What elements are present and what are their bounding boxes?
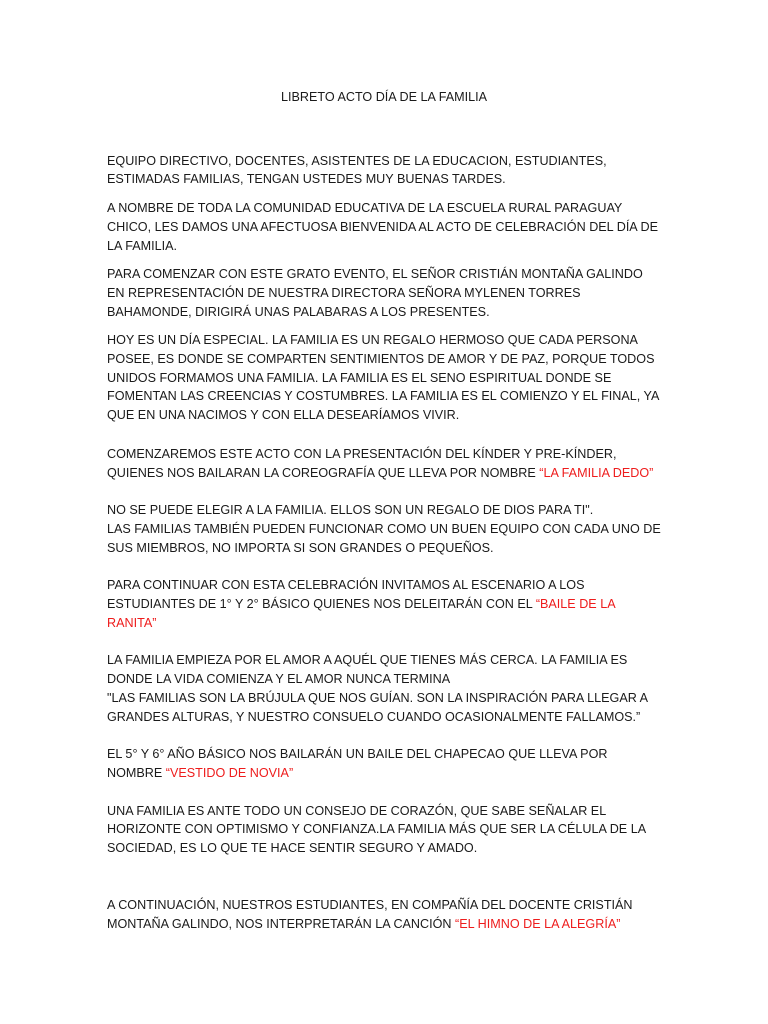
- paragraph-basic-dance: [107, 576, 663, 632]
- paragraph-family-heart: [107, 802, 663, 858]
- paragraph-welcome: [107, 199, 663, 255]
- paragraph-family-love: [107, 651, 663, 726]
- performance-title-highlight: “EL HIMNO DE LA ALEGRÍA”: [455, 916, 621, 931]
- paragraph-text: COMENZAREMOS ESTE ACTO CON LA PRESENTACIÓN DEL KÍNDER Y PRE-KÍNDER, QUIENES NOS BAILARAN LA COREOGRAFÍA QUE LLEVA POR NOMBRE: [107, 446, 617, 480]
- paragraph-line: "LAS FAMILIAS SON LA BRÚJULA QUE NOS GUÍAN. SON LA INSPIRACIÓN PARA LLEGAR A GRANDES ALTURAS, Y NUESTRO CONSUELO CUANDO OCASIONALMENTE FALLAMOS.”: [107, 690, 648, 724]
- paragraph-text: UNA FAMILIA ES ANTE TODO UN CONSEJO DE CORAZÓN, QUE SABE SEÑALAR EL HORIZONTE CON OPTIMISMO Y CONFIANZA.LA FAMILIA MÁS QUE SER LA CÉLULA DE LA SOCIEDAD, ES LO QUE TE HACE SENTIR SEGURO Y AMADO.: [107, 803, 646, 856]
- paragraph-text: EQUIPO DIRECTIVO, DOCENTES, ASISTENTES DE LA EDUCACION, ESTUDIANTES, ESTIMADAS FAMILIAS, TENGAN USTEDES MUY BUENAS TARDES.: [107, 153, 607, 187]
- performance-title-highlight: “BAILE DE LA RANITA”: [107, 597, 615, 630]
- paragraph-line: LAS FAMILIAS TAMBIÉN PUEDEN FUNCIONAR COMO UN BUEN EQUIPO CON CADA UNO DE SUS MIEMBROS, NO IMPORTA SI SON GRANDES O PEQUEÑOS.: [107, 521, 661, 555]
- paragraph-family-reflection: [107, 331, 663, 425]
- performance-title-highlight: “VESTIDO DE NOVIA”: [165, 765, 294, 780]
- paragraph-line: NO SE PUEDE ELEGIR A LA FAMILIA. ELLOS SON UN REGALO DE DIOS PARA TI".: [107, 503, 594, 518]
- paragraph-line: LA FAMILIA EMPIEZA POR EL AMOR A AQUÉL QUE TIENES MÁS CERCA. LA FAMILIA ES DONDE LA VIDA COMIENZA Y EL AMOR NUNCA TERMINA: [107, 653, 628, 687]
- performance-title-highlight: “LA FAMILIA DEDO”: [539, 465, 654, 480]
- paragraph-text: A NOMBRE DE TODA LA COMUNIDAD EDUCATIVA DE LA ESCUELA RURAL PARAGUAY CHICO, LES DAMOS UNA AFECTUOSA BIENVENIDA AL ACTO DE CELEBRACIÓN DEL DÍA DE LA FAMILIA.: [107, 201, 659, 253]
- paragraph-chapecao-dance: [107, 745, 663, 782]
- paragraph-family-gift: [107, 501, 663, 557]
- paragraph-greeting: [107, 152, 663, 189]
- document-page: [107, 88, 663, 933]
- paragraph-opening: [107, 265, 663, 321]
- paragraph-text: EL 5° Y 6° AÑO BÁSICO NOS BAILARÁN UN BAILE DEL CHAPECAO QUE LLEVA POR NOMBRE: [107, 747, 608, 780]
- paragraph-text: PARA COMENZAR CON ESTE GRATO EVENTO, EL SEÑOR CRISTIÁN MONTAÑA GALINDO EN REPRESENTACIÓN DE NUESTRA DIRECTORA SEÑORA MYLENEN TORRES BAHAMONDE, DIRIGIRÁ UNAS PALABARAS A LOS PRESENTES.: [107, 267, 643, 319]
- paragraph-kinder-dance: [107, 445, 663, 482]
- paragraph-text: PARA CONTINUAR CON ESTA CELEBRACIÓN INVITAMOS AL ESCENARIO A LOS ESTUDIANTES DE 1° Y 2° BÁSICO QUIENES NOS DELEITARÁN CON EL: [107, 578, 585, 612]
- paragraph-text: A CONTINUACIÓN, NUESTROS ESTUDIANTES, EN COMPAÑÍA DEL DOCENTE CRISTIÁN MONTAÑA GALINDO, NOS INTERPRETARÁN LA CANCIÓN: [107, 897, 633, 931]
- paragraph-anthem: [107, 896, 663, 933]
- document-title: LIBRETO ACTO DÍA DE LA FAMILIA: [280, 90, 487, 104]
- paragraph-text: HOY ES UN DÍA ESPECIAL. LA FAMILIA ES UN REGALO HERMOSO QUE CADA PERSONA POSEE, ES DONDE SE COMPARTEN SENTIMIENTOS DE AMOR Y DE PAZ, PORQUE TODOS UNIDOS FORMAMOS UNA FAMILIA. LA FAMILIA ES EL SENO ESPIRITUAL DONDE SE FOMENTAN LAS CREENCIAS Y COSTUMBRES. LA FAMILIA ES EL COMIENZO Y EL FINAL, YA QUE EN UNA NACIMOS Y CON ELLA DESEARÍAMOS VIVIR.: [107, 333, 659, 423]
